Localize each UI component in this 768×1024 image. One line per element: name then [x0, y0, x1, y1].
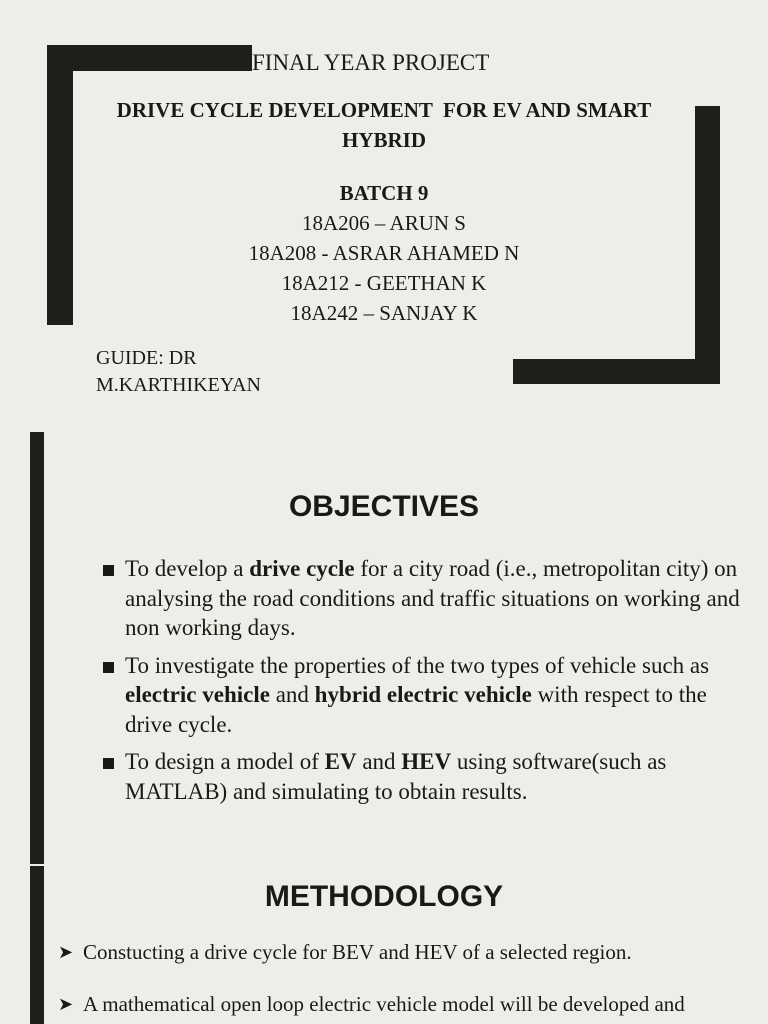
objective-3-bold-2: HEV: [401, 749, 452, 774]
member-3: 18A212 - GEETHAN K: [281, 271, 487, 295]
objectives-list: [103, 554, 743, 814]
objective-2-bold-2: hybrid electric vehicle: [314, 682, 532, 707]
guide-info: [96, 345, 261, 399]
objective-3-bold-1: EV: [324, 749, 357, 774]
project-label: FINAL YEAR PROJECT: [252, 50, 490, 75]
objective-1-text: To develop a: [125, 556, 250, 581]
methodology-slide: [0, 864, 768, 1024]
objective-1-text-end: for a city road (i.e., metropolitan city) on analysing the road conditions and traffic situations on working and non working days.: [125, 556, 740, 640]
arrow-bullet-icon: ➤: [58, 942, 74, 963]
objective-1-bold: drive cycle: [249, 556, 355, 581]
square-bullet-icon: [103, 565, 114, 576]
frame-bar-bottom-right-horizontal: [513, 359, 720, 384]
project-title-line2: HYBRID: [341, 128, 426, 152]
title-slide: [0, 0, 768, 432]
methodology-item-1: [58, 939, 748, 966]
methodology-list: [58, 939, 748, 1024]
arrow-bullet-icon: ➤: [58, 994, 74, 1015]
objective-item-1: [103, 554, 743, 643]
objective-item-3: [103, 747, 743, 806]
objective-3-text-mid: and: [356, 749, 402, 774]
member-4: 18A242 – SANJAY K: [290, 301, 478, 325]
objective-2-text-end: with respect to the drive cycle.: [125, 682, 707, 737]
objective-2-text-mid: and: [269, 682, 315, 707]
guide-line2: M.KARTHIKEYAN: [96, 374, 261, 396]
batch-label: BATCH 9: [339, 181, 429, 205]
square-bullet-icon: [103, 662, 114, 673]
methodology-heading: METHODOLOGY: [264, 880, 504, 913]
objective-3-text-end: using software(such as MATLAB) and simulating to obtain results.: [125, 749, 667, 804]
methodology-item-2: [58, 991, 748, 1018]
square-bullet-icon: [103, 758, 114, 769]
objective-3-text: To design a model of: [125, 749, 325, 774]
objectives-slide: [0, 432, 768, 864]
objective-2-bold-1: electric vehicle: [125, 682, 270, 707]
member-1: 18A206 – ARUN S: [302, 211, 466, 235]
project-title: [0, 95, 768, 155]
frame-bar-top-left-horizontal: [47, 45, 252, 71]
objectives-heading: OBJECTIVES: [288, 490, 480, 523]
methodology-item-1-text: Constucting a drive cycle for BEV and HEV of a selected region.: [83, 940, 632, 964]
guide-line1: GUIDE: DR: [96, 347, 197, 369]
objective-2-text: To investigate the properties of the two types of vehicle such as: [125, 652, 710, 678]
objective-item-2: [103, 651, 743, 740]
methodology-item-2-text: A mathematical open loop electric vehicle model will be developed and: [83, 992, 685, 1016]
project-title-line1: DRIVE CYCLE DEVELOPMENT FOR EV AND SMART: [116, 98, 652, 122]
member-2: 18A208 - ASRAR AHAMED N: [248, 241, 520, 265]
